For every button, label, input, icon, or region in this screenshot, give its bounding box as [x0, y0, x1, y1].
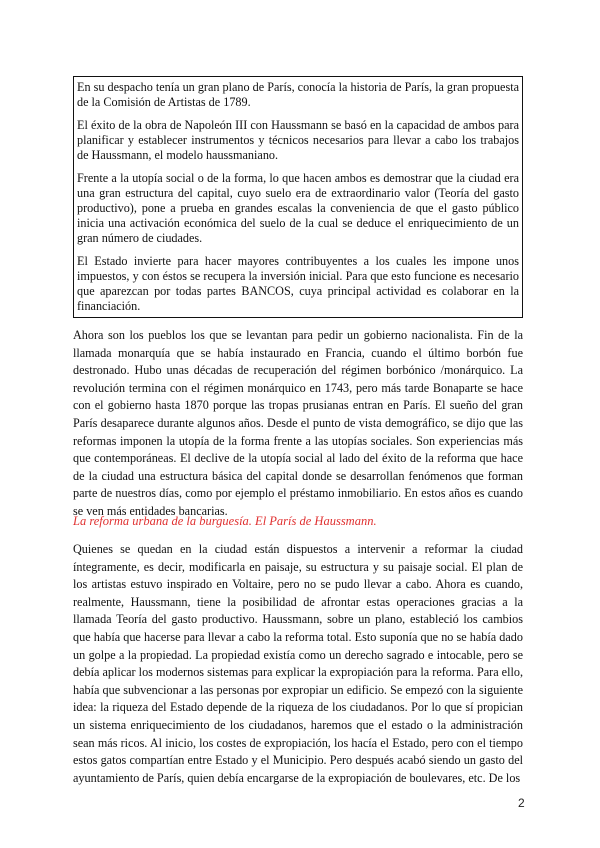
box-paragraph-2: El éxito de la obra de Napoleón III con Haussmann se basó en la capacidad de ambos para planificar y establecer instrumentos y técnicos necesarios para llevar a cabo los trabajos de Haussmann, el modelo haussmaniano. — [77, 118, 519, 162]
section-heading: La reforma urbana de la burguesía. El París de Haussmann. — [73, 514, 377, 528]
box-paragraph-3: Frente a la utopía social o de la forma, lo que hacen ambos es demostrar que la ciudad era una gran estructura del capital, cuyo suelo era de extraordinario valor (Teoría del gasto productivo), pone a prueba en grandes escalas la conveniencia de que el gasto público inicia una activación económica del suelo de la cual se deduce el enriquecimiento de un gran número de ciudades. — [77, 171, 519, 245]
box-paragraph-1: En su despacho tenía un gran plano de París, conocía la historia de París, la gran propuesta de la Comisión de Artistas de 1789. — [77, 80, 520, 109]
page-number: 2 — [518, 796, 525, 810]
body-paragraph-1: Ahora son los pueblos los que se levantan para pedir un gobierno nacionalista. Fin de la llamada monarquía que se había instaurado en Francia, cuando el último borbón fue destronado. Hubo unas décadas de recuperación del régimen borbónico /monárquico. La revolución termina con el régimen monárquico en 1743, pero más tarde Bonaparte se hace con el gobierno hasta 1870 porque las tropas prusianas entran en París. El sueño del gran París desaparece durante algunos años. Desde el punto de vista demográfico, se dijo que las reformas imponen la utopía de la forma frente a las utopías sociales. Son experiencias más que contemporáneas. El declive de la utopía social al lado del éxito de la reforma que hace de la ciudad una estructura básica del capital donde se desarrollan fenómenos que forman parte de nuestros días, como por ejemplo el préstamo inmobiliario. En estos años es cuando se ven más entidades bancarias. — [73, 328, 523, 518]
bordered-text-box — [73, 76, 523, 318]
box-paragraph-4: El Estado invierte para hacer mayores contribuyentes a los cuales les impone unos impuestos, y con éstos se recupera la inversión inicial. Para que esto funcione es necesario que aparezcan por todas partes BANCOS, cuya principal actividad es colaborar en la financiación. — [77, 254, 519, 313]
body-paragraph-2: Quienes se quedan en la ciudad están dispuestos a intervenir a reformar la ciudad íntegramente, es decir, modificarla en paisaje, su estructura y su paisaje social. El plan de los artistas estuvo inspirado en Voltaire, pero no se pudo llevar a cabo. Ahora es cuando, realmente, Haussmann, tiene la posibilidad de afrontar estas operaciones gracias a la llamada Teoría del gasto productivo. Haussmann, sobre un plano, estableció los cambios que había que hacerse para llevar a cabo la reforma total. Esto suponía que no se había dado un golpe a la propiedad. La propiedad existía como un derecho sagrado e intocable, pero se debía aplicar los modernos sistemas para explicar la expropiación para la reforma. Para ello, había que subvencionar a las personas por expropiar un edificio. Se empezó con la siguiente idea: la riqueza del Estado depende de la riqueza de los ciudadanos. Por lo que sí propician un sistema enriquecimiento de los ciudadanos, haremos que el estado o la administración sean más ricos. Al inicio, los costes de expropiación, los hacía el Estado, pero con el tiempo estos gatos compartían entre Estado y el Municipio. Pero después acabó siendo un gasto del ayuntamiento de París, quien debía encargarse de la expropiación de boulevares, etc. De los — [73, 542, 523, 785]
